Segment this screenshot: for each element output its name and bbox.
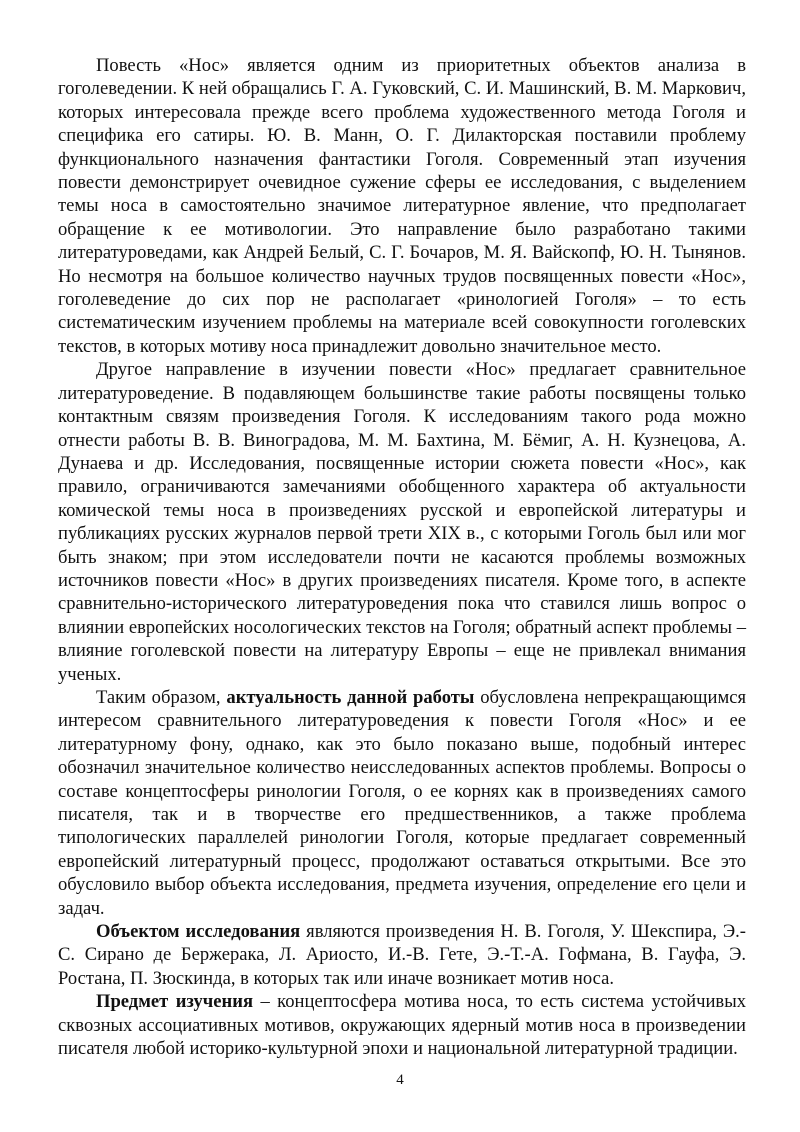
paragraph-1: Повесть «Нос» является одним из приоритетных объектов анализа в гоголеведении. К ней обращались Г. А. Гуковский, С. И. Машинский, В. М. Маркович, которых интересовала прежде всего проблема художественного метода Гоголя и специфика его сатиры. Ю. В. Манн, О. Г. Дилакторская поставили проблему функционального назначения фантастики Гоголя. Современный этап изучения повести демонстрирует очевидное сужение сферы ее исследования, с выделением темы носа в самостоятельно значимое литературное явление, что предполагает обращение к ее мотивологии. Это направление было разработано такими литературоведами, как Андрей Белый, С. Г. Бочаров, М. Я. Вайскопф, Ю. Н. Тынянов. Но несмотря на большое количество научных трудов посвященных повести «Нос», гоголеведение до сих пор не располагает «ринологией Гоголя» – то есть систематическим изучением проблемы на материале всей совокупности гоголевских текстов, в которых мотиву носа принадлежит довольно значительное место.	[58, 55, 746, 357]
document-body	[58, 54, 746, 1060]
subject-term: Предмет изучения	[96, 991, 254, 1013]
page-number: 4	[396, 1072, 404, 1088]
paragraph-3: Таким образом, актуальность данной работы обусловлена непрекращающимся интересом сравнительного литературоведения к повести Гоголя «Нос» и ее литературному фону, однако, как это было показано выше, подобный интерес обозначил значительное количество неисследованных аспектов проблемы. Вопросы о составе концептосферы ринологии Гоголя, о ее корнях как в произведениях самого писателя, так и в творчестве его предшественников, а также проблема типологических параллелей ринологии Гоголя, которые предлагает современный европейский литературный процесс, продолжают оставаться открытыми. Все это обусловило выбор объекта исследования, предмета изучения, определение его цели и задач.	[58, 686, 747, 919]
paragraph-3-lead: Таким образом,	[96, 686, 221, 708]
object-term: Объектом исследования	[96, 921, 301, 943]
paragraph-2: Другое направление в изучении повести «Нос» предлагает сравнительное литературоведение. В подавляющем большинстве такие работы посвящены только контактным связям произведения Гоголя. К исследованиям такого рода можно отнести работы В. В. Виноградова, М. М. Бахтина, М. Бёмиг, А. Н. Кузнецова, А. Дунаева и др. Исследования, посвященные истории сюжета повести «Нос», как правило, ограничиваются замечаниями обобщенного характера об актуальности комической темы носа в произведениях русской и европейской литературы и публикациях русских журналов первой трети XIX в., с которыми Гоголь был или мог быть знаком; при этом исследователи почти не касаются проблемы возможных источников повести «Нос» в других произведениях писателя. Кроме того, в аспекте сравнительно-исторического литературоведения пока что ставился лишь вопрос о влиянии европейских носологических текстов на Гоголя; обратный аспект проблемы – влияние гоголевской повести на литературу Европы – еще не привлекал внимания ученых.	[58, 359, 746, 685]
paragraph-4: Объектом исследования являются произведения Н. В. Гоголя, У. Шекспира, Э.-С. Сирано де Бержерака, Л. Ариосто, И.-В. Гете, Э.-Т.-А. Гофмана, В. Гауфа, Э. Ростана, П. Зюскинда, в которых так или иначе возникает мотив носа.	[58, 921, 746, 989]
paragraph-5: Предмет изучения – концептосфера мотива носа, то есть система устойчивых сквозных ассоциативных мотивов, окружающих ядерный мотив носа в произведении писателя любой историко-культурной эпохи и национальной литературной традиции.	[58, 991, 746, 1060]
relevance-term: актуальность данной работы	[226, 686, 475, 708]
